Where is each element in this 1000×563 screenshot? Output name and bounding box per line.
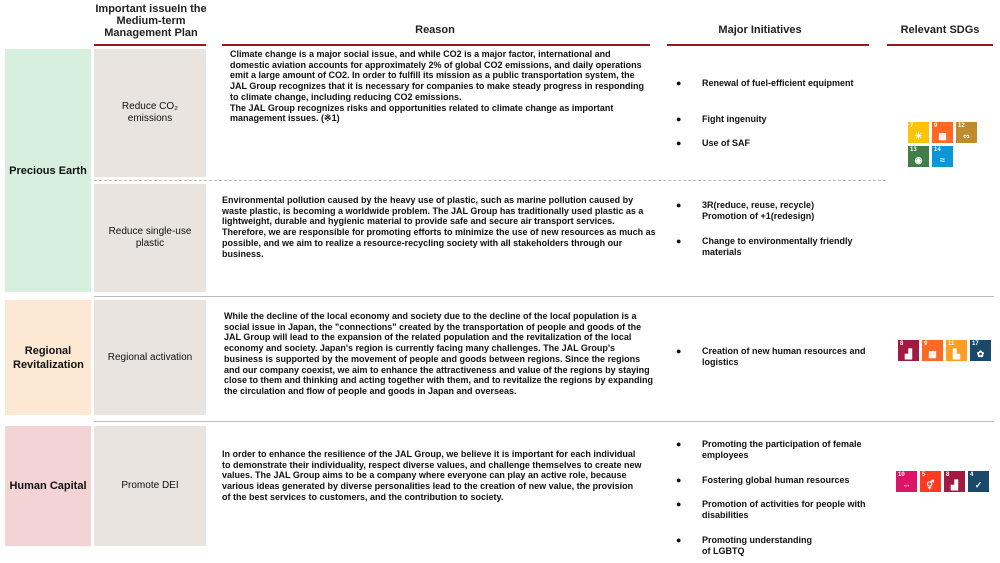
issue-label: Regional activation [107, 351, 193, 363]
reason-plastic: Environmental pollution caused by the heavy use of plastic, such as marine pollution caused by waste plastic, is becoming a worldwide problem. The JAL Group has traditionally used plastic as a lightweight, durable and hygienic material to provide safe and secure air transport services. Therefore, we are responsible for promoting efforts to minimize the use of new resources as much as possible, and we aim to realize a resource-recycling society with all stakeholders through our business. [222, 195, 656, 259]
initiative-item [676, 475, 886, 487]
bullet-icon: ● [676, 535, 682, 545]
initiative-item [676, 114, 876, 126]
initiative-item [676, 535, 886, 557]
header-reason: Reason [415, 24, 455, 36]
initiative-item [676, 346, 886, 368]
header-underline [887, 44, 993, 46]
sdg-10-icon: 10 ⇔ [896, 471, 917, 492]
header-underline [222, 44, 650, 46]
sdg-17-icon: 17 ✿ [970, 340, 991, 361]
reason-dei: In order to enhance the resilience of the JAL Group, we believe it is important for each individual to demonstrate their individuality, respect diverse values, and challenge themselves to create new values. The JAL Group aims to be a company where everyone can play an active role, because various ideas generated by diverse personalities lead to the creation of new value, the provision of the best services to customers, and the contribution to society. [222, 449, 642, 502]
bullet-icon: ● [676, 346, 682, 356]
sdg-group-regional [898, 340, 994, 364]
initiative-item [676, 499, 886, 521]
sdg-group-human [896, 471, 992, 495]
category-precious-earth [5, 49, 91, 292]
sdg-group-earth [908, 122, 978, 172]
sdg-8-icon: 8 ▟ [898, 340, 919, 361]
bullet-icon: ● [676, 475, 682, 485]
header-initiatives: Major Initiatives [718, 24, 802, 36]
sdg-14-icon: 14 ≈ [932, 146, 953, 167]
sdg-7-icon: 7 ☀ [908, 122, 929, 143]
row-divider [94, 296, 994, 297]
bullet-icon: ● [676, 78, 682, 88]
category-regional-revitalization [5, 300, 91, 415]
initiative-item [676, 138, 876, 150]
initiative-label: Promoting understanding of LGBTQ [702, 535, 812, 556]
initiative-label: Change to environmentally friendly materials [702, 236, 853, 257]
category-label: Regional Revitalization [13, 344, 84, 371]
initiative-item [676, 439, 886, 461]
row-divider [94, 421, 994, 422]
reason-regional: While the decline of the local economy and society due to the decline of the local population is a social issue in Japan, the "connections" created by the transportation of people and goods of the JAL Group will lead to the expansion of the related population and the revitalization of the local economy and society. Japan's region is currently facing many challenges. The JAL Group's business is supported by the movement of people and goods between regions. Since the regions and our company coexist, we aim to enhance the attractiveness and value of the regions by staying close to them and thinking and acting together with them, and to revitalize the regions by expanding the circulation and flow of people and goods in Japan and overseas. [224, 311, 654, 396]
sdg-13-icon: 13 ◉ [908, 146, 929, 167]
header-sdgs: Relevant SDGs [900, 24, 980, 36]
sdg-4-icon: 4 ✓ [968, 471, 989, 492]
bullet-icon: ● [676, 439, 682, 449]
bullet-icon: ● [676, 499, 682, 509]
initiative-label: Promoting the participation of female employees [702, 439, 862, 460]
initiative-label: Creation of new human resources and logistics [702, 346, 866, 367]
bullet-icon: ● [676, 236, 682, 246]
initiative-item [676, 200, 876, 222]
sdg-11-icon: 11 ▙ [946, 340, 967, 361]
category-label: Human Capital [9, 480, 87, 492]
sdg-9-icon: 9 ▦ [932, 122, 953, 143]
sdg-5-icon: 5 ⚥ [920, 471, 941, 492]
initiative-label: Fight ingenuity [702, 114, 767, 124]
category-label: Precious Earth [9, 164, 87, 177]
category-human-capital [5, 426, 91, 546]
sdg-8-icon: 8 ▟ [944, 471, 965, 492]
issue-label: Reduce CO₂ emissions [121, 101, 179, 124]
issue-reduce-plastic [94, 184, 206, 292]
initiative-label: Use of SAF [702, 138, 751, 148]
initiative-item [676, 78, 876, 100]
row-divider [94, 180, 886, 181]
initiative-label: Renewal of fuel-efficient equipment [702, 78, 854, 88]
issue-promote-dei [94, 426, 206, 546]
issue-label: Reduce single-use plastic [108, 226, 192, 249]
issue-regional-activation [94, 300, 206, 415]
initiatives-plastic [676, 200, 876, 270]
initiatives-dei [676, 439, 886, 559]
issue-label: Promote DEI [121, 480, 179, 491]
header-underline [94, 44, 206, 46]
reason-co2: Climate change is a major social issue, and while CO2 is a major factor, international and domestic aviation accounts for approximately 2% of global CO2 emissions, and daily operations emit a large amount of CO2. In order to fulfill its mission as a public transportation system, the JAL Group recognizes that it is necessary for companies to make steady progress in responding to climate change, including reducing CO2 emissions. The JAL Group recognizes risks and opportunities related to climate change as important management issues. (※1) [230, 49, 644, 124]
initiative-label: 3R(reduce, reuse, recycle) Promotion of +1(redesign) [702, 200, 815, 221]
header-underline [667, 44, 869, 46]
initiative-label: Promotion of activities for people with disabilities [702, 499, 866, 520]
bullet-icon: ● [676, 114, 682, 124]
initiative-item [676, 236, 876, 258]
header-issue: Important issueIn the Medium-term Management Plan [95, 3, 207, 39]
initiatives-co2 [676, 78, 876, 168]
bullet-icon: ● [676, 200, 682, 210]
issue-reduce-co2 [94, 49, 206, 177]
sdg-9-icon: 9 ▦ [922, 340, 943, 361]
sdg-12-icon: 12 ∞ [956, 122, 977, 143]
bullet-icon: ● [676, 138, 682, 148]
initiative-label: Fostering global human resources [702, 475, 850, 485]
initiatives-regional [676, 346, 886, 376]
